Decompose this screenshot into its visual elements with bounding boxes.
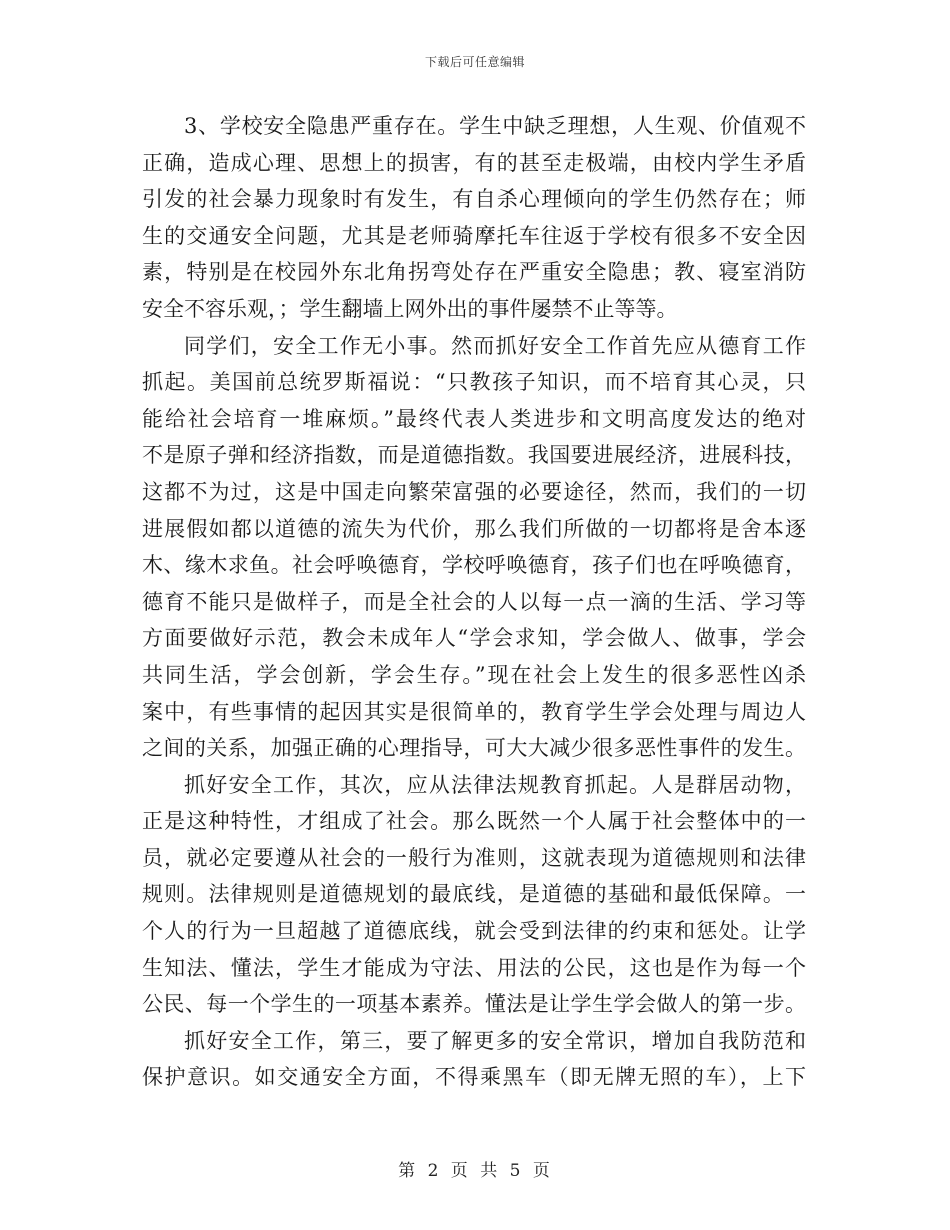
line-text: 员，就必定要遵从社会的一般行为准则，这就表现为道德规则和法律	[142, 845, 806, 870]
line-text: 素，特别是在校园外东北角拐弯处存在严重安全隐患；教、寝室消防	[142, 260, 806, 285]
line-text: 案中，有些事情的起因其实是很简单的，教育学生学会处理与周边人	[142, 699, 806, 724]
text-line	[0, 917, 950, 954]
text-line	[0, 515, 950, 552]
document-body	[0, 112, 950, 1100]
page-header: 下载后可任意编辑	[424, 55, 525, 69]
text-line	[0, 880, 950, 917]
paragraph	[0, 112, 950, 332]
line-text: 这都不为过，这是中国走向繁荣富强的必要途径，然而，我们的一切	[142, 479, 806, 504]
line-text: 保护意识。如交通安全方面，不得乘黑车（即无牌无照的车），上下	[142, 1065, 806, 1090]
line-text: 不是原子弹和经济指数，而是道德指数。我国要进展经济，进展科技，	[142, 443, 806, 468]
text-line	[0, 1027, 950, 1064]
line-text: 同学们，安全工作无小事。然而抓好安全工作首先应从德育工作	[184, 333, 806, 358]
line-text: 安全不容乐观，；学生翻墙上网外出的事件屡禁不止等等。	[142, 296, 678, 321]
text-line	[0, 258, 950, 295]
line-text: 3、学校安全隐患严重存在。学生中缺乏理想，人生观、价值观不	[184, 114, 806, 138]
line-text: 正是这种特性，才组成了社会。那么既然一个人属于社会整体中的一	[142, 809, 806, 834]
text-line	[0, 990, 950, 1027]
text-line	[0, 954, 950, 991]
paragraph	[0, 771, 950, 1027]
text-line	[0, 368, 950, 405]
text-line	[0, 478, 950, 515]
text-line	[0, 441, 950, 478]
text-line	[0, 295, 950, 332]
text-line	[0, 771, 950, 808]
line-text: 抓好安全工作，其次，应从法律法规教育抓起。人是群居动物，	[184, 772, 806, 797]
page-number: 第 2 页 共 5 页	[398, 1161, 552, 1181]
line-text: 规则。法律规则是道德规划的最底线，是道德的基础和最低保障。一	[142, 882, 806, 907]
text-line	[0, 185, 950, 222]
line-text: 德育不能只是做样子，而是全社会的人以每一点一滴的生活、学习等	[142, 589, 806, 614]
text-line	[0, 624, 950, 661]
text-line	[0, 588, 950, 625]
text-line	[0, 112, 950, 149]
text-line	[0, 222, 950, 259]
text-line	[0, 844, 950, 881]
text-line	[0, 551, 950, 588]
text-line	[0, 661, 950, 698]
line-text: 生知法、懂法，学生才能成为守法、用法的公民，这也是作为每一个	[142, 955, 806, 980]
line-text: 之间的关系，加强正确的心理指导，可大大减少很多恶性事件的发生。	[142, 736, 806, 761]
text-line	[0, 807, 950, 844]
paragraph	[0, 332, 950, 771]
line-text: 能给社会培育一堆麻烦。”最终代表人类进步和文明高度发达的绝对	[142, 406, 806, 431]
line-text: 生的交通安全问题，尤其是老师骑摩托车往返于学校有很多不安全因	[142, 223, 806, 248]
text-line	[0, 405, 950, 442]
line-text: 引发的社会暴力现象时有发生，有自杀心理倾向的学生仍然存在；师	[142, 187, 806, 212]
text-line	[0, 149, 950, 186]
line-text: 木、缘木求鱼。社会呼唤德育，学校呼唤德育，孩子们也在呼唤德育，	[142, 553, 806, 578]
paragraph	[0, 1027, 950, 1100]
line-text: 公民、每一个学生的一项基本素养。懂法是让学生学会做人的第一步。	[142, 992, 806, 1017]
line-text: 抓起。美国前总统罗斯福说：“只教孩子知识，而不培育其心灵，只	[142, 370, 806, 395]
text-line	[0, 332, 950, 369]
text-line	[0, 698, 950, 735]
line-text: 进展假如都以道德的流失为代价，那么我们所做的一切都将是舍本逐	[142, 516, 806, 541]
text-line	[0, 1063, 950, 1100]
line-text: 抓好安全工作，第三，要了解更多的安全常识，增加自我防范和	[184, 1028, 806, 1053]
line-text: 共同生活，学会创新，学会生存。”现在社会上发生的很多恶性凶杀	[142, 662, 806, 687]
line-text: 正确，造成心理、思想上的损害，有的甚至走极端，由校内学生矛盾	[142, 150, 806, 175]
line-text: 个人的行为一旦超越了道德底线，就会受到法律的约束和惩处。让学	[142, 919, 806, 944]
text-line	[0, 734, 950, 771]
line-text: 方面要做好示范，教会未成年人“学会求知，学会做人、做事，学会	[142, 626, 806, 651]
